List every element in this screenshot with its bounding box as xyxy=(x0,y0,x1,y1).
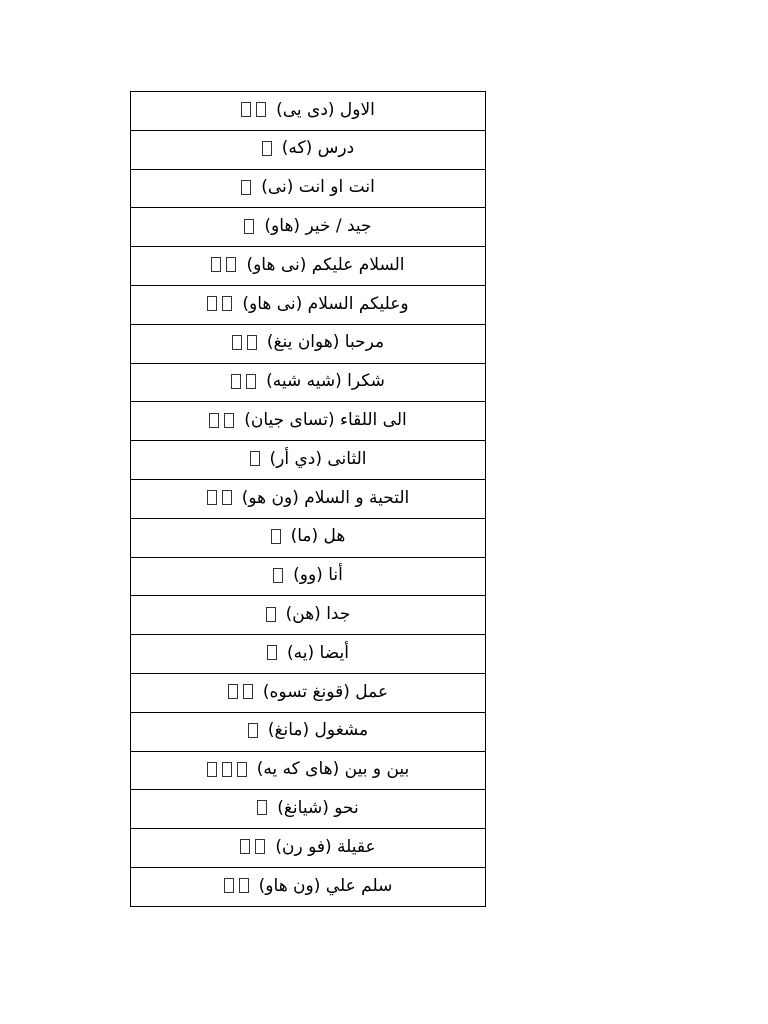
missing-glyph-icon xyxy=(246,374,256,389)
vocab-cell xyxy=(131,518,486,557)
missing-glyph-group xyxy=(267,645,277,660)
missing-glyph-icon xyxy=(207,762,217,777)
table-row xyxy=(131,208,486,247)
vocab-cell xyxy=(131,479,486,518)
missing-glyph-icon xyxy=(222,762,232,777)
arabic-term: مشغول (مانغ) xyxy=(267,720,369,741)
vocab-cell xyxy=(131,92,486,131)
arabic-term: انت او انت (نى) xyxy=(261,177,375,198)
missing-glyph-group xyxy=(207,762,247,777)
missing-glyph-icon xyxy=(248,723,258,738)
vocab-entry xyxy=(250,449,367,469)
missing-glyph-group xyxy=(241,180,251,195)
arabic-term: الثانى (دي أر) xyxy=(269,448,367,469)
vocab-entry xyxy=(207,759,410,779)
table-row xyxy=(131,324,486,363)
arabic-term: هل (ما) xyxy=(290,526,346,547)
missing-glyph-icon xyxy=(240,839,250,854)
table-row xyxy=(131,402,486,441)
vocab-cell xyxy=(131,790,486,829)
missing-glyph-icon xyxy=(244,219,254,234)
vocab-entry xyxy=(211,255,404,275)
missing-glyph-group xyxy=(262,141,272,156)
missing-glyph-group xyxy=(211,257,236,272)
vocab-entry xyxy=(207,294,408,314)
table-row xyxy=(131,867,486,906)
missing-glyph-group xyxy=(232,335,257,350)
vocab-cell xyxy=(131,402,486,441)
missing-glyph-icon xyxy=(273,568,283,583)
arabic-term: الى اللقاء (تساى جيان) xyxy=(244,410,407,431)
arabic-term: مرحبا (هوان ينغ) xyxy=(266,332,385,353)
table-row xyxy=(131,673,486,712)
missing-glyph-group xyxy=(207,490,232,505)
table-row xyxy=(131,441,486,480)
arabic-term: أيضا (يه) xyxy=(287,642,349,663)
vocab-cell xyxy=(131,751,486,790)
table-row xyxy=(131,247,486,286)
vocab-entry xyxy=(262,138,354,158)
table-row xyxy=(131,479,486,518)
vocab-entry xyxy=(224,876,393,896)
vocab-cell xyxy=(131,867,486,906)
missing-glyph-group xyxy=(248,723,258,738)
arabic-term: شكرا (شيه شيه) xyxy=(266,371,385,392)
missing-glyph-icon xyxy=(267,645,277,660)
arabic-term: جدا (هن) xyxy=(285,604,351,624)
missing-glyph-icon xyxy=(262,141,272,156)
missing-glyph-icon xyxy=(256,102,266,117)
vocab-cell xyxy=(131,596,486,635)
arabic-term: درس (كه) xyxy=(281,138,355,159)
vocab-cell xyxy=(131,673,486,712)
missing-glyph-icon xyxy=(271,529,281,544)
missing-glyph-group xyxy=(241,102,266,117)
missing-glyph-icon xyxy=(209,413,219,428)
vocab-entry xyxy=(266,604,351,624)
table-row xyxy=(131,829,486,868)
missing-glyph-group xyxy=(231,374,256,389)
vocab-entry xyxy=(232,332,384,352)
vocab-cell xyxy=(131,635,486,674)
arabic-term: بين و بين (هاى كه يه) xyxy=(256,759,410,780)
missing-glyph-group xyxy=(273,568,283,583)
missing-glyph-group xyxy=(224,878,249,893)
vocab-cell xyxy=(131,247,486,286)
table-row xyxy=(131,363,486,402)
missing-glyph-icon xyxy=(231,374,241,389)
vocab-cell xyxy=(131,712,486,751)
missing-glyph-icon xyxy=(224,878,234,893)
missing-glyph-icon xyxy=(257,800,267,815)
table-row xyxy=(131,518,486,557)
missing-glyph-icon xyxy=(266,607,276,622)
missing-glyph-icon xyxy=(247,335,257,350)
vocab-cell xyxy=(131,829,486,868)
missing-glyph-group xyxy=(244,219,254,234)
missing-glyph-group xyxy=(240,839,265,854)
vocab-cell xyxy=(131,557,486,596)
vocab-cell xyxy=(131,130,486,169)
vocabulary-table-body xyxy=(131,92,486,907)
table-row xyxy=(131,130,486,169)
missing-glyph-group xyxy=(209,413,234,428)
vocab-entry xyxy=(240,837,375,857)
arabic-term: عمل (قونغ تسوه) xyxy=(262,681,389,702)
arabic-term: التحية و السلام (ون هو) xyxy=(241,487,410,508)
missing-glyph-icon xyxy=(237,762,247,777)
table-row xyxy=(131,790,486,829)
missing-glyph-group xyxy=(207,296,232,311)
arabic-term: سلم علي (ون هاو) xyxy=(258,875,393,896)
table-row xyxy=(131,712,486,751)
vocab-cell xyxy=(131,363,486,402)
missing-glyph-group xyxy=(266,607,276,622)
vocab-entry xyxy=(271,526,346,546)
arabic-term: وعليكم السلام (نى هاو) xyxy=(242,293,409,314)
missing-glyph-icon xyxy=(224,413,234,428)
vocab-entry xyxy=(209,410,407,430)
missing-glyph-icon xyxy=(226,257,236,272)
missing-glyph-icon xyxy=(232,335,242,350)
missing-glyph-icon xyxy=(222,490,232,505)
missing-glyph-icon xyxy=(250,451,260,466)
missing-glyph-icon xyxy=(228,684,238,699)
arabic-term: السلام عليكم (نى هاو) xyxy=(246,254,405,275)
vocab-entry xyxy=(273,565,343,585)
missing-glyph-group xyxy=(271,529,281,544)
table-row xyxy=(131,169,486,208)
table-row xyxy=(131,635,486,674)
missing-glyph-icon xyxy=(243,684,253,699)
arabic-term: نحو (شيانغ) xyxy=(277,797,359,818)
missing-glyph-icon xyxy=(211,257,221,272)
table-row xyxy=(131,596,486,635)
vocab-entry xyxy=(241,177,375,197)
missing-glyph-icon xyxy=(241,102,251,117)
missing-glyph-icon xyxy=(222,296,232,311)
table-row xyxy=(131,557,486,596)
vocab-entry xyxy=(228,682,388,702)
vocab-entry xyxy=(244,216,371,236)
missing-glyph-icon xyxy=(207,296,217,311)
missing-glyph-icon xyxy=(255,839,265,854)
vocab-cell xyxy=(131,208,486,247)
arabic-term: أنا (وو) xyxy=(293,565,343,586)
vocab-entry xyxy=(248,720,368,740)
missing-glyph-icon xyxy=(207,490,217,505)
vocab-entry xyxy=(241,100,375,120)
vocab-cell xyxy=(131,324,486,363)
vocab-entry xyxy=(231,371,385,391)
table-row xyxy=(131,285,486,324)
missing-glyph-group xyxy=(250,451,260,466)
vocab-entry xyxy=(207,488,410,508)
table-row xyxy=(131,92,486,131)
vocab-entry xyxy=(267,643,349,663)
vocab-entry xyxy=(257,798,359,818)
missing-glyph-icon xyxy=(239,878,249,893)
vocab-cell xyxy=(131,169,486,208)
arabic-term: جيد / خير (هاو) xyxy=(264,216,372,237)
table-row xyxy=(131,751,486,790)
missing-glyph-group xyxy=(228,684,253,699)
arabic-term: الاول (دى يى) xyxy=(276,99,375,120)
missing-glyph-icon xyxy=(241,180,251,195)
vocabulary-table xyxy=(130,91,486,907)
vocab-cell xyxy=(131,285,486,324)
vocab-cell xyxy=(131,441,486,480)
missing-glyph-group xyxy=(257,800,267,815)
arabic-term: عقيلة (فو رن) xyxy=(275,836,376,857)
